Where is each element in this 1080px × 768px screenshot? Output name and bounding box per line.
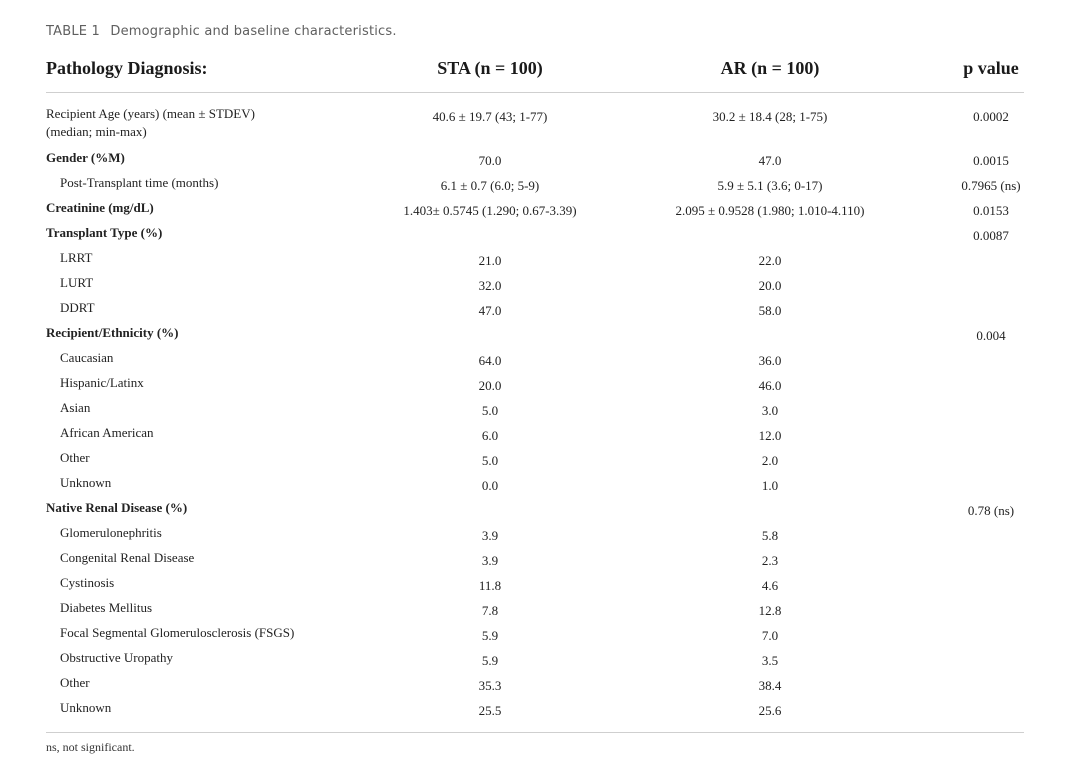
table-row [46, 620, 1024, 645]
cell-ar: 36.0 [758, 353, 782, 368]
row-label: Post-Transplant time (months) [60, 175, 219, 190]
cell-ar: 2.095 ± 0.9528 (1.980; 1.010-4.110) [675, 203, 865, 218]
table-row [46, 495, 1024, 520]
cell-ar: 58.0 [758, 303, 782, 318]
table-number: TABLE 1 [46, 24, 101, 39]
row-label: Diabetes Mellitus [60, 600, 153, 615]
cell-ar: 2.3 [761, 553, 779, 568]
row-label-line2: (median; min-max) [46, 124, 147, 139]
cell-ar: 5.8 [761, 528, 779, 543]
table-caption [46, 24, 397, 39]
cell-p: 0.004 [976, 328, 1006, 343]
cell-ar: 3.0 [761, 403, 779, 418]
cell-sta: 5.9 [481, 653, 499, 668]
cell-p: 0.0015 [973, 153, 1009, 168]
row-label: Hispanic/Latinx [60, 375, 144, 390]
row-label: Caucasian [60, 350, 114, 365]
cell-ar: 2.0 [761, 453, 779, 468]
row-label-line1: Recipient Age (years) (mean ± STDEV) [46, 106, 255, 121]
table-row [46, 195, 1024, 220]
row-label: Other [60, 450, 90, 465]
table-row [46, 445, 1024, 470]
cell-sta: 3.9 [481, 553, 499, 568]
table-row [46, 520, 1024, 545]
table-row [46, 645, 1024, 670]
cell-sta: 3.9 [481, 528, 499, 543]
table-row [46, 370, 1024, 395]
row-label: LRRT [60, 250, 93, 265]
table-row [46, 320, 1024, 345]
cell-ar: 38.4 [758, 678, 782, 693]
row-label: Focal Segmental Glomerulosclerosis (FSGS) [60, 625, 295, 640]
table-row [46, 245, 1024, 270]
table-row [46, 670, 1024, 695]
row-label: Glomerulonephritis [60, 525, 162, 540]
table-row [46, 595, 1024, 620]
cell-sta: 5.9 [481, 628, 499, 643]
cell-ar: 20.0 [758, 278, 782, 293]
row-label: Unknown [60, 700, 112, 715]
cell-ar: 5.9 ± 5.1 (3.6; 0-17) [717, 178, 823, 193]
cell-sta: 0.0 [481, 478, 499, 493]
row-label: Recipient/Ethnicity (%) [46, 325, 179, 340]
cell-sta: 5.0 [481, 403, 499, 418]
cell-sta: 70.0 [478, 153, 502, 168]
table-row [46, 470, 1024, 495]
row-label: Asian [60, 400, 91, 415]
table-footnote: ns, not significant. [46, 740, 135, 754]
cell-sta: 32.0 [478, 278, 502, 293]
row-label: Unknown [60, 475, 112, 490]
header-ar-text: AR (n = 100) [720, 58, 820, 78]
row-label: Cystinosis [60, 575, 115, 590]
cell-ar: 47.0 [758, 153, 782, 168]
table-row [46, 570, 1024, 595]
table-row [46, 545, 1024, 570]
cell-ar: 7.0 [761, 628, 779, 643]
cell-sta: 47.0 [478, 303, 502, 318]
row-label: Transplant Type (%) [46, 225, 163, 240]
cell-ar: 12.0 [758, 428, 782, 443]
cell-ar: 12.8 [758, 603, 782, 618]
table-title: Demographic and baseline characteristics. [110, 24, 397, 39]
cell-p: 0.0153 [973, 203, 1009, 218]
row-label [46, 105, 255, 141]
header-sta-text: STA (n = 100) [437, 58, 543, 78]
cell-p: 0.0002 [973, 109, 1009, 124]
cell-sta: 35.3 [478, 678, 502, 693]
bottom-rule [46, 732, 1024, 733]
table-row [46, 420, 1024, 445]
cell-sta: 11.8 [478, 578, 502, 593]
cell-sta: 64.0 [478, 353, 502, 368]
row-label: Congenital Renal Disease [60, 550, 195, 565]
cell-ar: 4.6 [761, 578, 779, 593]
cell-sta: 7.8 [481, 603, 499, 618]
cell-p: 0.0087 [973, 228, 1009, 243]
cell-sta: 5.0 [481, 453, 499, 468]
table-row [46, 270, 1024, 295]
header-pathology-diagnosis: Pathology Diagnosis: [46, 58, 208, 78]
cell-sta: 20.0 [478, 378, 502, 393]
table-row [46, 220, 1024, 245]
table-body [46, 101, 1024, 720]
table-header [46, 58, 1024, 84]
cell-ar: 3.5 [761, 653, 779, 668]
table-row [46, 395, 1024, 420]
cell-sta: 1.403± 0.5745 (1.290; 0.67-3.39) [403, 203, 577, 218]
row-label: DDRT [60, 300, 95, 315]
cell-sta: 21.0 [478, 253, 502, 268]
row-label: Obstructive Uropathy [60, 650, 174, 665]
table-row [46, 170, 1024, 195]
cell-sta: 40.6 ± 19.7 (43; 1-77) [432, 109, 548, 124]
table-row [46, 101, 1024, 145]
header-rule [46, 92, 1024, 93]
row-label: African American [60, 425, 154, 440]
cell-p: 0.78 (ns) [967, 503, 1015, 518]
cell-p: 0.7965 (ns) [961, 178, 1021, 193]
cell-ar: 30.2 ± 18.4 (28; 1-75) [712, 109, 828, 124]
table-row [46, 345, 1024, 370]
header-p-value-text: p value [963, 58, 1019, 78]
cell-ar: 22.0 [758, 253, 782, 268]
cell-sta: 25.5 [478, 703, 502, 718]
table-row [46, 695, 1024, 720]
table-row [46, 295, 1024, 320]
row-label: Native Renal Disease (%) [46, 500, 188, 515]
cell-sta: 6.1 ± 0.7 (6.0; 5-9) [440, 178, 540, 193]
cell-ar: 25.6 [758, 703, 782, 718]
cell-ar: 1.0 [761, 478, 779, 493]
row-label: Creatinine (mg/dL) [46, 200, 154, 215]
row-label: Other [60, 675, 90, 690]
cell-sta: 6.0 [481, 428, 499, 443]
row-label: Gender (%M) [46, 150, 125, 165]
row-label: LURT [60, 275, 94, 290]
table-row [46, 145, 1024, 170]
cell-ar: 46.0 [758, 378, 782, 393]
